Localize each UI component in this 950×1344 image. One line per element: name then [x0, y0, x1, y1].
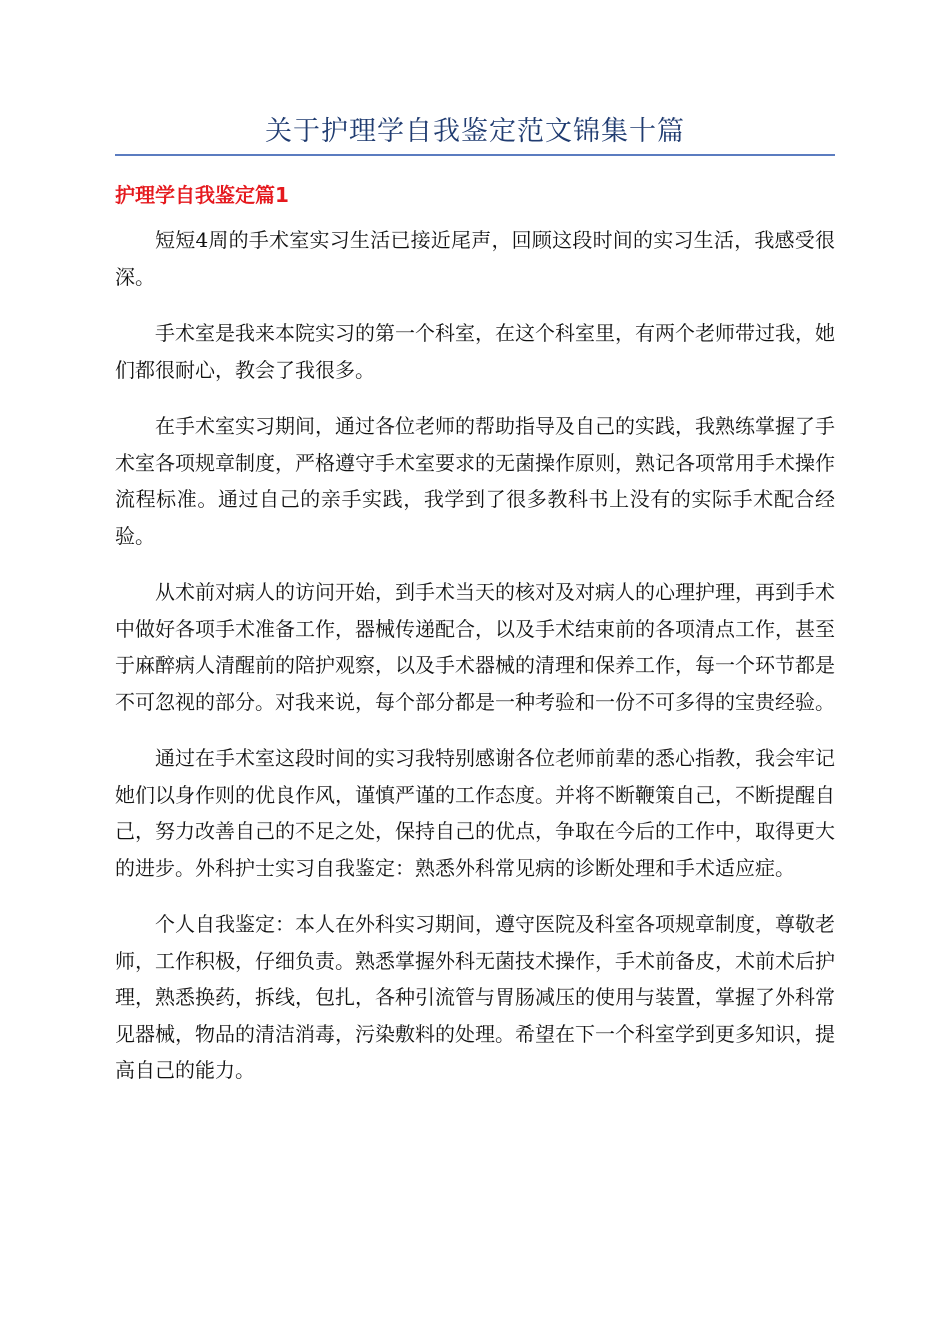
paragraph: 在手术室实习期间，通过各位老师的帮助指导及自己的实践，我熟练掌握了手术室各项规章制度，严格遵守手术室要求的无菌操作原则，熟记各项常用手术操作流程标准。通过自己的亲手实践，我学到了很多教科书上没有的实际手术配合经验。: [115, 414, 835, 548]
section-heading: 护理学自我鉴定篇1: [115, 183, 289, 207]
document-title: 关于护理学自我鉴定范文锦集十篇: [265, 116, 685, 147]
paragraph: 从术前对病人的访问开始，到手术当天的核对及对病人的心理护理，再到手术中做好各项手术准备工作，器械传递配合，以及手术结束前的各项清点工作，甚至于麻醉病人清醒前的陪护观察，以及手术器械的清理和保养工作，每一个环节都是不可忽视的部分。对我来说，每个部分都是一种考验和一份不可多得的宝贵经验。: [115, 580, 835, 714]
title-underline-divider: [115, 154, 835, 156]
document-body: [115, 222, 835, 1109]
paragraph: 通过在手术室这段时间的实习我特别感谢各位老师前辈的悉心指教，我会牢记她们以身作则的优良作风，谨慎严谨的工作态度。并将不断鞭策自己，不断提醒自己，努力改善自己的不足之处，保持自己的优点，争取在今后的工作中，取得更大的进步。外科护士实习自我鉴定：熟悉外科常见病的诊断处理和手术适应症。: [115, 746, 835, 880]
paragraph: 短短4周的手术室实习生活已接近尾声，回顾这段时间的实习生活，我感受很深。: [115, 228, 835, 289]
paragraph: 个人自我鉴定：本人在外科实习期间，遵守医院及科室各项规章制度，尊敬老师，工作积极，仔细负责。熟悉掌握外科无菌技术操作，手术前备皮，术前术后护理，熟悉换药，拆线，包扎，各种引流管与胃肠减压的使用与装置，掌握了外科常见器械，物品的清洁消毒，污染敷料的处理。希望在下一个科室学到更多知识，提高自己的能力。: [115, 912, 835, 1082]
paragraph: 手术室是我来本院实习的第一个科室，在这个科室里，有两个老师带过我，她们都很耐心，教会了我很多。: [115, 321, 835, 382]
